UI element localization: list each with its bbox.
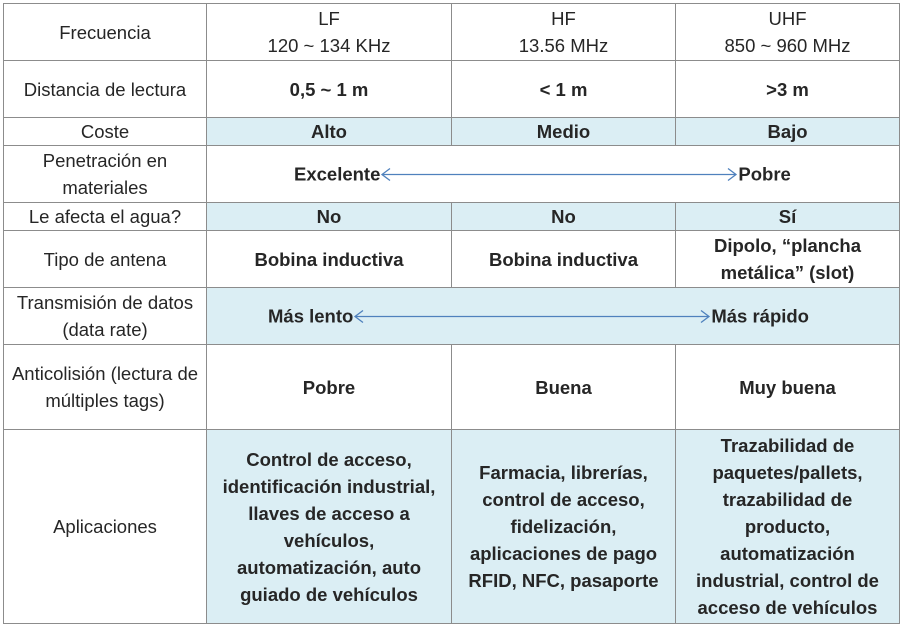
header-lf-name: LF — [318, 8, 340, 29]
row-label: Transmisión de datos (data rate) — [4, 288, 207, 345]
row-label: Distancia de lectura — [4, 61, 207, 118]
header-uhf-cell — [676, 4, 900, 61]
header-lf-range: 120 ~ 134 KHz — [267, 35, 391, 56]
antena-hf: Bobina inductiva — [452, 231, 676, 288]
transmision-right-label: Más rápido — [711, 305, 809, 327]
anticolision-hf: Buena — [452, 345, 676, 430]
distancia-uhf: >3 m — [676, 61, 900, 118]
row-anticolision — [4, 345, 900, 430]
header-hf-range: 13.56 MHz — [518, 35, 609, 56]
header-label-cell — [4, 4, 207, 61]
aplicaciones-uhf: Trazabilidad de paquetes/pallets, trazabilidad de producto, automatización industrial, control de acceso de vehículos — [676, 430, 900, 624]
row-transmision — [4, 288, 900, 345]
row-label: Anticolisión (lectura de múltiples tags) — [4, 345, 207, 430]
penetracion-scale-cell — [207, 146, 900, 203]
transmision-scale-cell — [207, 288, 900, 345]
rfid-comparison-table — [3, 3, 900, 624]
penetracion-left-label: Excelente — [294, 163, 381, 185]
penetracion-scale — [294, 161, 791, 188]
antena-lf: Bobina inductiva — [207, 231, 452, 288]
penetracion-right-label: Pobre — [738, 163, 791, 185]
row-label: Le afecta el agua? — [4, 203, 207, 231]
distancia-hf: < 1 m — [452, 61, 676, 118]
row-aplicaciones — [4, 430, 900, 624]
row-antena — [4, 231, 900, 288]
header-hf-name: HF — [551, 8, 576, 29]
coste-uhf: Bajo — [676, 118, 900, 146]
agua-hf: No — [452, 203, 676, 231]
anticolision-uhf: Muy buena — [676, 345, 900, 430]
header-hf-cell — [452, 4, 676, 61]
transmision-scale — [268, 303, 809, 330]
double-arrow-icon — [353, 309, 711, 323]
aplicaciones-hf: Farmacia, librerías, control de acceso, fidelización, aplicaciones de pago RFID, NFC, pasaporte — [452, 430, 676, 624]
header-row — [4, 4, 900, 61]
header-label: Frecuencia — [59, 21, 151, 43]
header-lf-cell — [207, 4, 452, 61]
row-label: Penetración en materiales — [4, 146, 207, 203]
row-label: Coste — [4, 118, 207, 146]
agua-lf: No — [207, 203, 452, 231]
agua-uhf: Sí — [676, 203, 900, 231]
row-distancia — [4, 61, 900, 118]
double-arrow-icon — [380, 167, 738, 181]
anticolision-lf: Pobre — [207, 345, 452, 430]
row-label: Aplicaciones — [4, 430, 207, 624]
aplicaciones-lf: Control de acceso, identificación industrial, llaves de acceso a vehículos, automatización, auto guiado de vehículos — [207, 430, 452, 624]
distancia-lf: 0,5 ~ 1 m — [207, 61, 452, 118]
coste-lf: Alto — [207, 118, 452, 146]
row-label: Tipo de antena — [4, 231, 207, 288]
row-penetracion — [4, 146, 900, 203]
header-uhf-name: UHF — [768, 8, 807, 29]
row-agua — [4, 203, 900, 231]
row-coste — [4, 118, 900, 146]
header-uhf-range: 850 ~ 960 MHz — [724, 35, 851, 56]
transmision-left-label: Más lento — [268, 305, 354, 327]
antena-uhf: Dipolo, “plancha metálica” (slot) — [676, 231, 900, 288]
coste-hf: Medio — [452, 118, 676, 146]
